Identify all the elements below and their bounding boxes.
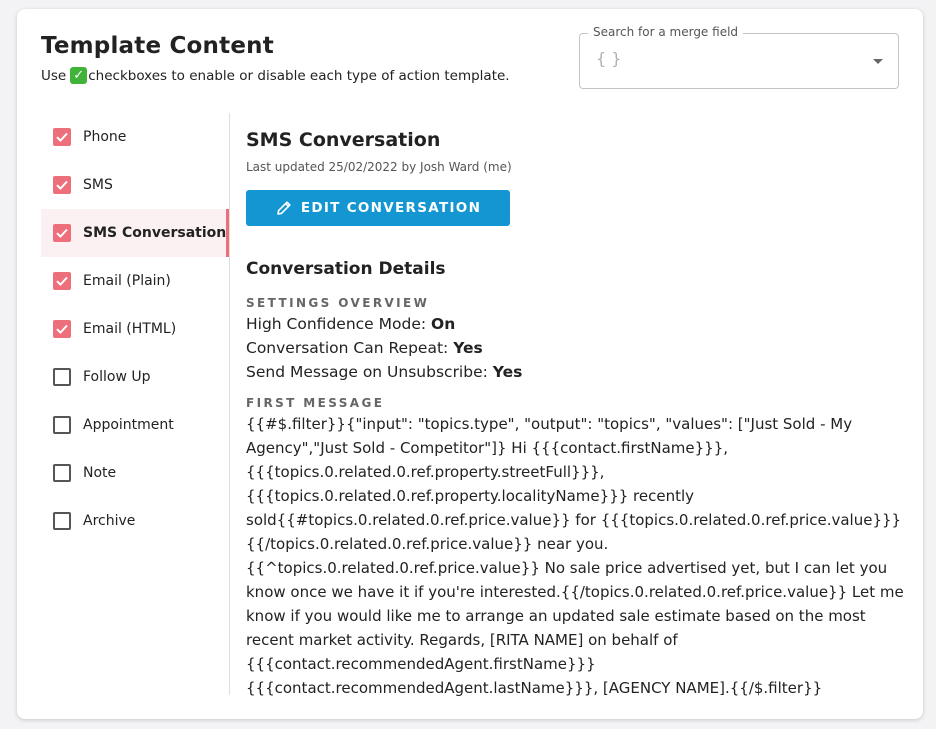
sidebar-item-label: SMS (83, 177, 113, 193)
checkmark-icon (55, 274, 69, 288)
sidebar-item-archive[interactable] (41, 497, 229, 545)
checkmark-icon (55, 226, 69, 240)
pencil-icon (275, 199, 293, 217)
setting-label: High Confidence Mode: (246, 315, 427, 333)
sidebar-item-sms-conversation[interactable] (41, 209, 229, 257)
checkbox-appointment[interactable] (53, 416, 71, 434)
checkmark-icon (55, 322, 69, 336)
setting-label: Send Message on Unsubscribe: (246, 363, 488, 381)
checkmark-icon (55, 130, 69, 144)
checkbox-follow-up[interactable] (53, 368, 71, 386)
sidebar-item-phone[interactable] (41, 113, 229, 161)
checkbox-email-plain[interactable] (53, 272, 71, 290)
edit-conversation-label: EDIT CONVERSATION (300, 200, 482, 216)
chevron-down-icon[interactable] (873, 59, 883, 64)
template-title: SMS Conversation (246, 129, 441, 151)
template-type-list (41, 113, 229, 545)
checkbox-sms[interactable] (53, 176, 71, 194)
sidebar-item-label: Follow Up (83, 369, 151, 385)
sidebar-item-sms[interactable] (41, 161, 229, 209)
page-title: Template Content (41, 33, 274, 59)
checkbox-email-html[interactable] (53, 320, 71, 338)
sidebar-item-label: Note (83, 465, 117, 481)
merge-field-search[interactable] (579, 25, 899, 89)
checkbox-phone[interactable] (53, 128, 71, 146)
sidebar-item-label: Email (Plain) (83, 273, 171, 289)
setting-value: Yes (453, 339, 483, 357)
template-content-card (17, 9, 923, 719)
first-message-text: {{#$.filter}}{"input": "topics.type", "output": "topics", "values": ["Just Sold - My Agency","Just Sold - Competitor"]} Hi {{{contact.firstName}}}, {{{topics.0.related.0.ref.property.streetFull}}}, {{{topics.0.related.0.ref.property.localityName}}} recently sold{{#topics.0.related.0.ref.price.value}} for {{{topics.0.related.0.ref.price.value}}}{{/topics.0.related.0.ref.price.value}} near you. {{^topics.0.related.0.ref.price.value}} No sale price advertised yet, but I can let you know once we have it if you're interested.{{/topics.0.related.0.ref.price.value}} Let me know if you would like me to arrange an updated sale estimate based on the most recent market activity. Regards, [RITA NAME] on behalf of {{{contact.recommendedAgent.firstName}}} {{{contact.recommendedAgent.lastName}}}, [AGENCY NAME].{{/$.filter}} (246, 415, 904, 697)
setting-high-confidence (246, 312, 906, 336)
sidebar-item-label: Phone (83, 129, 127, 145)
checkbox-archive[interactable] (53, 512, 71, 530)
checkbox-note[interactable] (53, 464, 71, 482)
search-label: Search for a merge field (588, 25, 743, 39)
setting-label: Conversation Can Repeat: (246, 339, 449, 357)
sidebar-divider (229, 113, 230, 695)
sidebar-item-appointment[interactable] (41, 401, 229, 449)
edit-conversation-button[interactable] (246, 190, 510, 226)
sidebar-item-label: Email (HTML) (83, 321, 177, 337)
conversation-details-heading: Conversation Details (246, 259, 446, 279)
settings-overview-label: SETTINGS OVERVIEW (246, 296, 430, 310)
setting-can-repeat (246, 336, 906, 360)
sidebar-item-note[interactable] (41, 449, 229, 497)
subtitle-text-before: Use (41, 67, 67, 84)
checkmark-icon (55, 178, 69, 192)
sidebar-item-email-plain[interactable] (41, 257, 229, 305)
checkbox-sms-conversation[interactable] (53, 224, 71, 242)
first-message-label: FIRST MESSAGE (246, 396, 385, 410)
sidebar-item-follow-up[interactable] (41, 353, 229, 401)
settings-overview (246, 312, 906, 384)
subtitle-text-after: checkboxes to enable or disable each type of action template. (88, 67, 510, 84)
page-subtitle (41, 67, 510, 84)
sidebar-item-label: Archive (83, 513, 136, 529)
template-detail-panel (246, 127, 906, 700)
last-updated-text: Last updated 25/02/2022 by Josh Ward (me) (246, 160, 512, 174)
setting-unsubscribe (246, 360, 906, 384)
setting-value: Yes (492, 363, 523, 381)
sidebar-item-label: SMS Conversation (83, 225, 227, 241)
check-mark-icon: ✓ (70, 67, 87, 84)
sidebar-item-label: Appointment (83, 417, 174, 433)
sidebar-item-email-html[interactable] (41, 305, 229, 353)
setting-value: On (431, 315, 456, 333)
search-input[interactable] (594, 48, 858, 69)
